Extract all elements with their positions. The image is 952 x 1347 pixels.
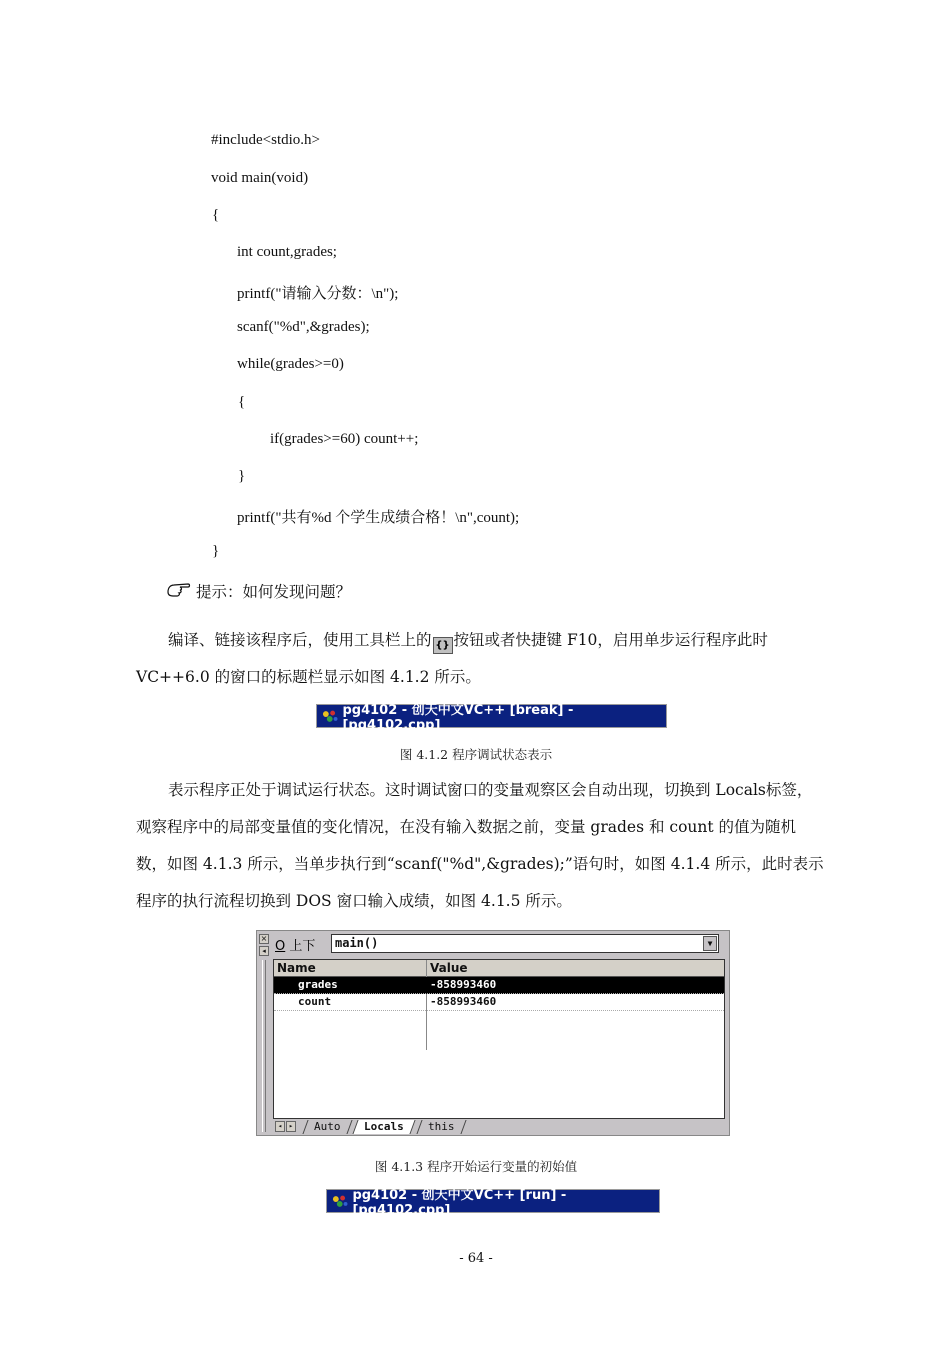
titlebar-break-screenshot bbox=[316, 703, 667, 733]
code-line: scanf("%d",&grades); bbox=[237, 319, 370, 335]
context-value: main() bbox=[335, 936, 379, 950]
context-dropdown[interactable] bbox=[331, 934, 719, 953]
column-header-value[interactable]: Value bbox=[430, 961, 468, 975]
tab-scroll-left-icon[interactable]: ◂ bbox=[275, 1121, 285, 1132]
arrow-left-icon[interactable]: ◂ bbox=[259, 946, 269, 956]
code-line: } bbox=[238, 468, 246, 484]
figure-caption: 图 4.1.2 程序调试状态表示 bbox=[399, 747, 553, 762]
variables-grid bbox=[273, 959, 725, 1119]
vc-app-icon bbox=[321, 709, 338, 723]
page-number: - 64 - bbox=[459, 1251, 493, 1266]
variable-value: -858993460 bbox=[430, 978, 497, 991]
code-line: { bbox=[238, 394, 246, 410]
table-row[interactable] bbox=[274, 977, 724, 994]
paragraph: 表示程序正处于调试运行状态。这时调试窗口的变量观察区会自动出现，切换到 Locals标签，观察程序中的局部变量值的变化情况，在没有输入数据之前，变量 grades 和 count 的值为随机数，如图 4.1.3 所示，当单步执行到“scanf("%d",&grades);”语句时，如图 4.1.4 所示，此时表示程序的执行流程切换到 DOS 窗口输入成绩，如图 4.1.5 所示。 bbox=[136, 781, 824, 910]
window-gripper[interactable] bbox=[259, 934, 269, 1134]
context-label: O 上下 bbox=[275, 939, 316, 954]
titlebar-run-screenshot bbox=[326, 1188, 660, 1218]
variable-name: grades bbox=[298, 978, 338, 991]
code-line: void main(void) bbox=[211, 170, 309, 186]
titlebar-text: pg4102 - 创天中文VC++ [run] - [pg4102.cpp] bbox=[352, 1188, 567, 1218]
code-line: printf("共有%d 个学生成绩合格！\n",count); bbox=[237, 510, 520, 526]
code-line: if(grades>=60) count++; bbox=[270, 431, 419, 447]
code-line: while(grades>=0) bbox=[237, 356, 344, 372]
code-line: printf("请输入分数：\n"); bbox=[237, 286, 399, 302]
close-icon[interactable]: × bbox=[260, 934, 268, 943]
tip-note bbox=[166, 578, 351, 602]
tip-label: 提示：如何发现问题？ bbox=[196, 583, 352, 601]
pointing-hand-icon bbox=[166, 578, 194, 602]
figure-caption: 图 4.1.3 程序开始运行变量的初始值 bbox=[374, 1159, 578, 1174]
column-header-name[interactable]: Name bbox=[277, 961, 316, 975]
tab-scroll-right-icon[interactable]: ▸ bbox=[286, 1121, 296, 1132]
code-line: { bbox=[212, 207, 220, 223]
grid-header bbox=[274, 960, 724, 977]
vc-app-icon bbox=[331, 1194, 348, 1208]
variable-name: count bbox=[298, 995, 332, 1008]
tab-this[interactable]: this bbox=[416, 1120, 466, 1134]
code-line: int count,grades; bbox=[237, 244, 337, 260]
code-line: } bbox=[212, 543, 220, 559]
tab-auto[interactable]: Auto bbox=[302, 1120, 352, 1134]
chevron-down-icon[interactable]: ▼ bbox=[703, 936, 717, 951]
titlebar-text: pg4102 - 创天中文VC++ [break] - [pg4102.cpp] bbox=[342, 703, 574, 733]
table-row[interactable] bbox=[274, 994, 724, 1011]
variables-window bbox=[256, 930, 730, 1136]
tab-bar bbox=[273, 1119, 725, 1135]
paragraph: 编译、链接该程序后，使用工具栏上的 {} 按钮或者快捷键 F10，启用单步运行程序此时VC++6.0 的窗口的标题栏显示如图 4.1.2 所示。 bbox=[136, 631, 768, 686]
code-line: #include<stdio.h> bbox=[211, 132, 320, 148]
variable-value: -858993460 bbox=[430, 995, 497, 1008]
tab-locals[interactable]: Locals bbox=[352, 1120, 415, 1134]
step-over-toolbar-icon: {} bbox=[433, 637, 453, 654]
